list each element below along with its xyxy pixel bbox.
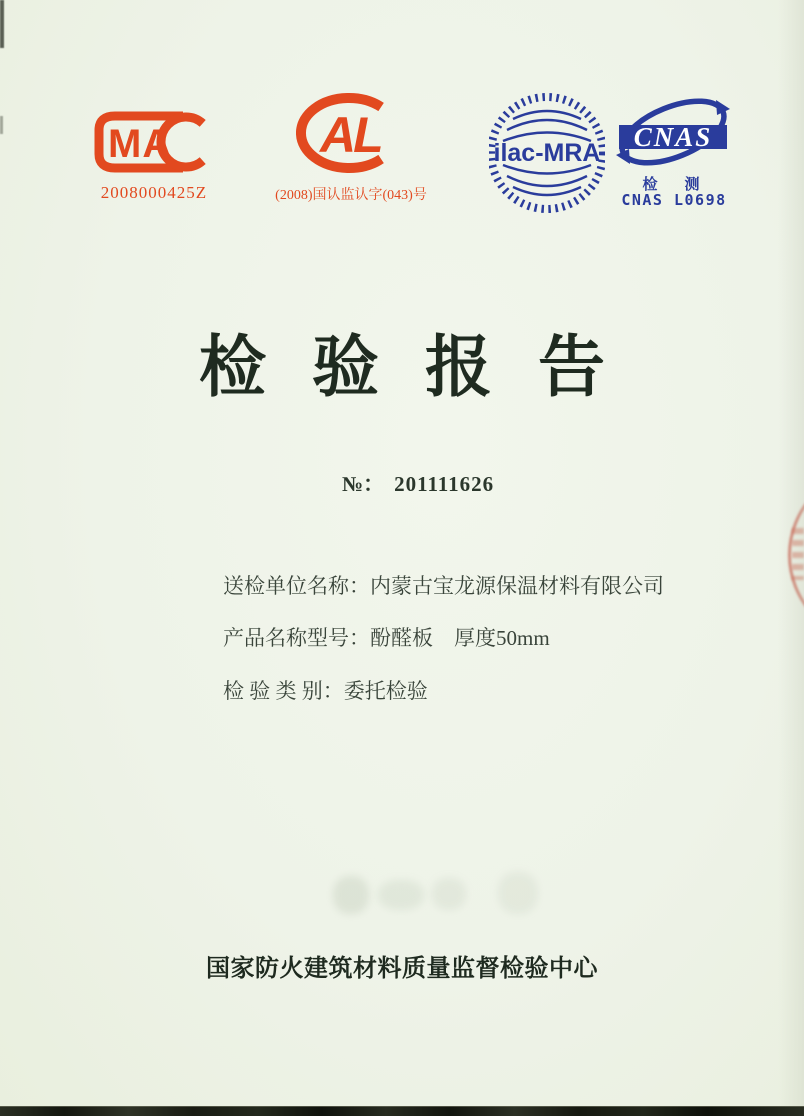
cal-letters: AL [320,107,381,163]
cma-logo-icon [93,110,215,174]
ink-showthrough-smudge [333,876,369,914]
cnas-scope-label: 检 测 [642,176,706,193]
field-inspection-type-value: 委托检验 [343,679,428,703]
cnas-accreditation-number: CNAS L0698 [621,191,727,209]
cma-cert-number: 2008000425Z [100,183,208,202]
report-title: 检验报告 [199,330,651,405]
ink-showthrough-smudge [378,880,424,910]
scan-edge-artifact-bottom [0,1106,804,1116]
field-client-name-value: 内蒙古宝龙源保温材料有限公司 [370,574,664,598]
scan-edge-shadow-right [778,0,804,1116]
cnas-logo-icon [616,92,730,172]
cma-letters: MA [108,122,173,166]
field-product-model-label: 产品名称型号： [223,626,370,650]
report-number-line [342,468,494,498]
cal-accreditation-number: (2008)国认监认字(043)号 [275,188,427,203]
scan-edge-artifact-left [0,0,4,48]
field-client-name-label: 送检单位名称： [223,574,370,598]
ilac-mra-label: ilac-MRA [493,139,601,167]
ink-showthrough-smudge [432,878,466,910]
field-inspection-type [202,650,428,730]
field-product-model-value: 酚醛板 厚度50mm [370,626,550,650]
ink-showthrough-smudge [498,872,538,914]
cnas-letters: CNAS [633,122,713,152]
ilac-mra-logo-icon [489,82,605,224]
issuing-organization: 国家防火建筑材料质量监督检验中心 [206,955,598,982]
cal-logo-icon [296,92,406,176]
field-inspection-type-label: 检 验 类 别： [223,679,344,703]
report-number-value: 201111626 [394,472,495,496]
scan-edge-artifact-left [0,116,3,134]
report-number-label: №： [342,472,385,496]
